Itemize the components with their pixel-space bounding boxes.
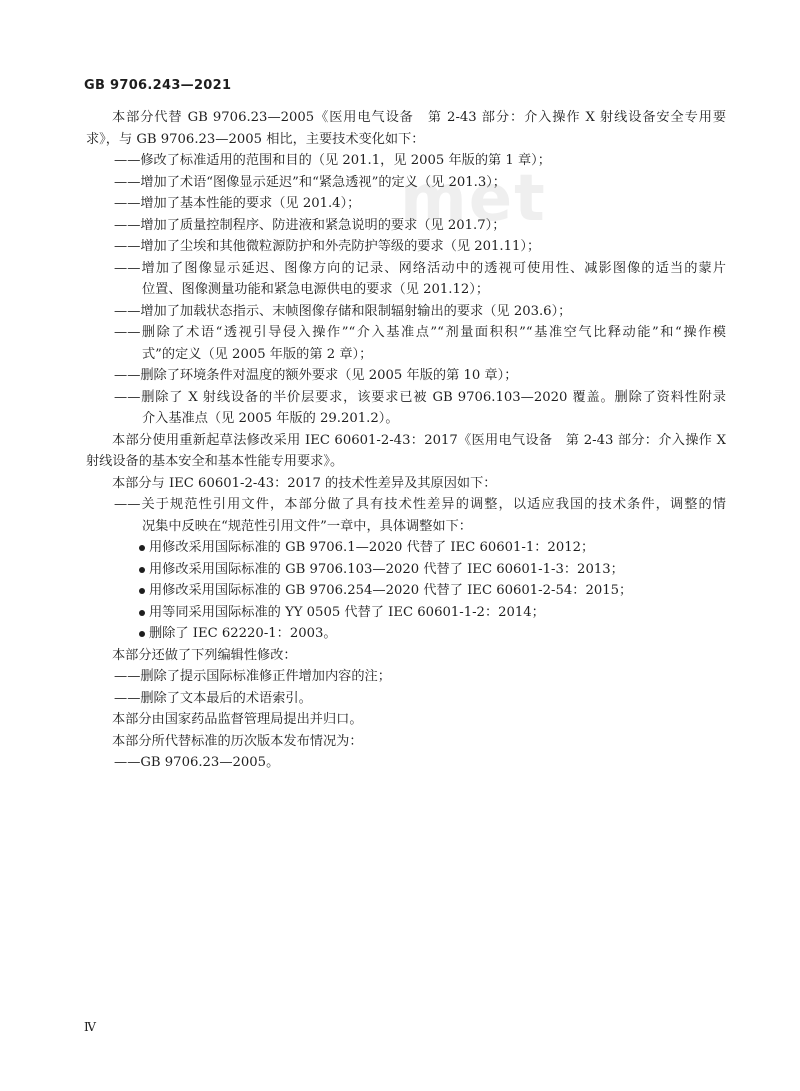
change-item: ——增加了图像显示延迟、图像方向的记录、网络活动中的透视可使用性、减影图像的适当的蒙片 — [114, 260, 726, 276]
bullet-dot-icon — [139, 545, 145, 551]
proposed-by-statement: 本部分由国家药品监督管理局提出并归口。 — [112, 712, 363, 727]
change-item-continuation: 介入基准点（见 2005 年版的 29.201.2）。 — [142, 411, 399, 426]
editorial-intro: 本部分还做了下列编辑性修改： — [112, 647, 297, 663]
differences-line-2: 况集中反映在“规范性引用文件”一章中，具体调整如下： — [142, 518, 472, 534]
bullet-dot-icon — [139, 567, 145, 573]
bullet-item-text: 用修改采用国际标准的 GB 9706.1—2020 代替了 IEC 60601-1：2012； — [149, 540, 595, 555]
editorial-item: ——删除了文本最后的术语索引。 — [114, 690, 312, 706]
bullet-item — [86, 602, 726, 624]
differences-intro: 本部分与 IEC 60601-2-43：2017 的技术性差异及其原因如下： — [112, 475, 497, 491]
intro-line-1: 本部分代替 GB 9706.23—2005《医用电气设备 第 2-43 部分：介入操作 X 射线设备安全专用要 — [112, 110, 726, 125]
bullet-item — [86, 580, 726, 602]
change-item: ——删除了术语“透视引导侵入操作”“介入基准点”“剂量面积积”“基准空气比释动能”和“操作模 — [114, 325, 726, 340]
page-number: Ⅳ — [84, 1020, 96, 1034]
bullet-item — [86, 537, 726, 559]
change-item: ——删除了 X 射线设备的半价层要求，该要求已被 GB 9706.103—2020 覆盖。删除了资料性附录 — [114, 389, 726, 405]
change-item-continuation: 位置、图像测量功能和紧急电源供电的要求（见 201.12）； — [142, 282, 490, 297]
change-item: ——修改了标准适用的范围和目的（见 201.1，见 2005 年版的第 1 章）； — [114, 153, 551, 168]
adoption-line-1: 本部分使用重新起草法修改采用 IEC 60601-2-43：2017《医用电气设备 第 2-43 部分：介入操作 X — [112, 432, 726, 448]
bullet-item-text: 用等同采用国际标准的 YY 0505 代替了 IEC 60601-1-2：2014； — [149, 604, 545, 620]
intro-line-2: 求》，与 GB 9706.23—2005 相比，主要技术变化如下： — [86, 131, 425, 147]
bullet-item-text: 用修改采用国际标准的 GB 9706.254—2020 代替了 IEC 60601-2-54：2015； — [149, 583, 633, 598]
standard-number-header: GB 9706.243—2021 — [84, 78, 232, 93]
bullet-item — [86, 623, 726, 645]
bullet-dot-icon — [139, 610, 145, 616]
change-item-continuation: 式”的定义（见 2005 年版的第 2 章）； — [142, 346, 373, 362]
foreword-body — [86, 107, 726, 774]
bullet-dot-icon — [139, 631, 145, 637]
change-item: ——增加了基本性能的要求（见 201.4）； — [114, 196, 361, 211]
differences-line-1: ——关于规范性引用文件，本部分做了具有技术性差异的调整，以适应我国的技术条件，调整的情 — [114, 497, 726, 512]
adoption-line-2: 射线设备的基本安全和基本性能专用要求》。 — [86, 454, 344, 469]
editorial-item: ——删除了提示国际标准修正件增加内容的注； — [114, 669, 391, 684]
bullet-item-text: 删除了 IEC 62220-1：2003。 — [149, 626, 337, 641]
change-item: ——增加了术语“图像显示延迟”和“紧急透视”的定义（见 201.3）； — [114, 174, 506, 190]
bullet-item-text: 用修改采用国际标准的 GB 9706.103—2020 代替了 IEC 60601-1-3：2013； — [149, 561, 624, 577]
change-item: ——删除了环境条件对温度的额外要求（见 2005 年版的第 10 章）； — [114, 368, 518, 383]
bullet-item — [86, 559, 726, 581]
watermark: met — [400, 162, 547, 236]
bullet-dot-icon — [139, 588, 145, 594]
history-item: ——GB 9706.23—2005。 — [114, 755, 280, 770]
history-intro: 本部分所代替标准的历次版本发布情况为： — [112, 733, 363, 749]
change-item: ——增加了加载状态指示、末帧图像存储和限制辐射输出的要求（见 203.6）； — [114, 303, 572, 319]
change-item: ——增加了质量控制程序、防进液和紧急说明的要求（见 201.7）； — [114, 217, 506, 233]
change-item: ——增加了尘埃和其他微粒源防护和外壳防护等级的要求（见 201.11）； — [114, 239, 541, 254]
